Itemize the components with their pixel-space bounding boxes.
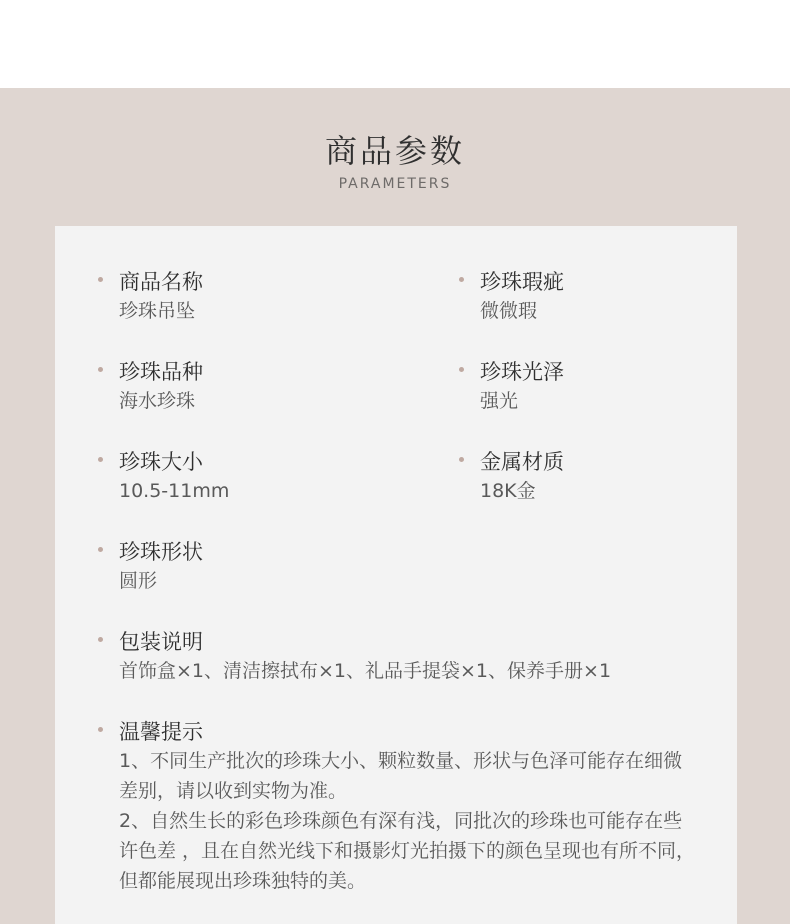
bullet-dot xyxy=(459,457,464,462)
notice-line: 2、自然生长的彩色珍珠颜色有深有浅，同批次的珍珠也可能存在些 xyxy=(119,810,683,832)
notice-line: 1、不同生产批次的珍珠大小、颗粒数量、形状与色泽可能存在细微 xyxy=(119,750,683,772)
param-label: 珍珠光泽 xyxy=(480,360,564,384)
param-item-pearl-size xyxy=(119,448,229,506)
param-value: 海水珍珠 xyxy=(119,390,196,412)
param-item-pearl-luster xyxy=(480,358,564,416)
notice-line: 但都能展现出珍珠独特的美。 xyxy=(119,870,367,892)
param-item-product-name xyxy=(119,268,203,326)
param-item-pearl-shape xyxy=(119,538,203,596)
notice-label: 温馨提示 xyxy=(119,720,203,744)
param-value: 珍珠吊坠 xyxy=(119,300,196,322)
param-value: 强光 xyxy=(480,390,519,412)
param-label: 金属材质 xyxy=(480,450,564,474)
bullet-dot xyxy=(98,367,103,372)
bullet-dot xyxy=(98,637,103,642)
param-value: 首饰盒×1、清洁擦拭布×1、礼品手提袋×1、保养手册×1 xyxy=(119,660,612,682)
param-value: 圆形 xyxy=(119,570,158,592)
bullet-dot xyxy=(98,727,103,732)
param-label: 珍珠瑕疵 xyxy=(480,270,564,294)
bullet-dot xyxy=(98,547,103,552)
param-value: 18K金 xyxy=(480,480,536,502)
param-label: 商品名称 xyxy=(119,270,203,294)
param-label: 珍珠形状 xyxy=(119,540,203,564)
bullet-dot xyxy=(459,277,464,282)
notice-line: 许色差 ，且在自然光线下和摄影灯光拍摄下的颜色呈现也有所不同， xyxy=(119,840,696,862)
param-item-metal-material xyxy=(480,448,564,506)
parameters-card xyxy=(55,226,737,924)
param-value: 10.5-11mm xyxy=(119,480,230,502)
param-item-pearl-variety xyxy=(119,358,203,416)
bullet-dot xyxy=(98,277,103,282)
param-label: 珍珠大小 xyxy=(119,450,203,474)
notice-line: 差别，请以收到实物为准。 xyxy=(119,780,348,802)
param-label: 包装说明 xyxy=(119,630,203,654)
section-title: 商品参数 xyxy=(324,132,465,170)
param-item-packaging xyxy=(119,628,611,686)
param-item-pearl-flaw xyxy=(480,268,564,326)
param-label: 珍珠品种 xyxy=(119,360,203,384)
param-value: 微微瑕 xyxy=(480,300,538,322)
bullet-dot xyxy=(459,367,464,372)
bullet-dot xyxy=(98,457,103,462)
notice-block xyxy=(119,718,695,896)
section-subtitle: PARAMETERS xyxy=(338,176,452,192)
